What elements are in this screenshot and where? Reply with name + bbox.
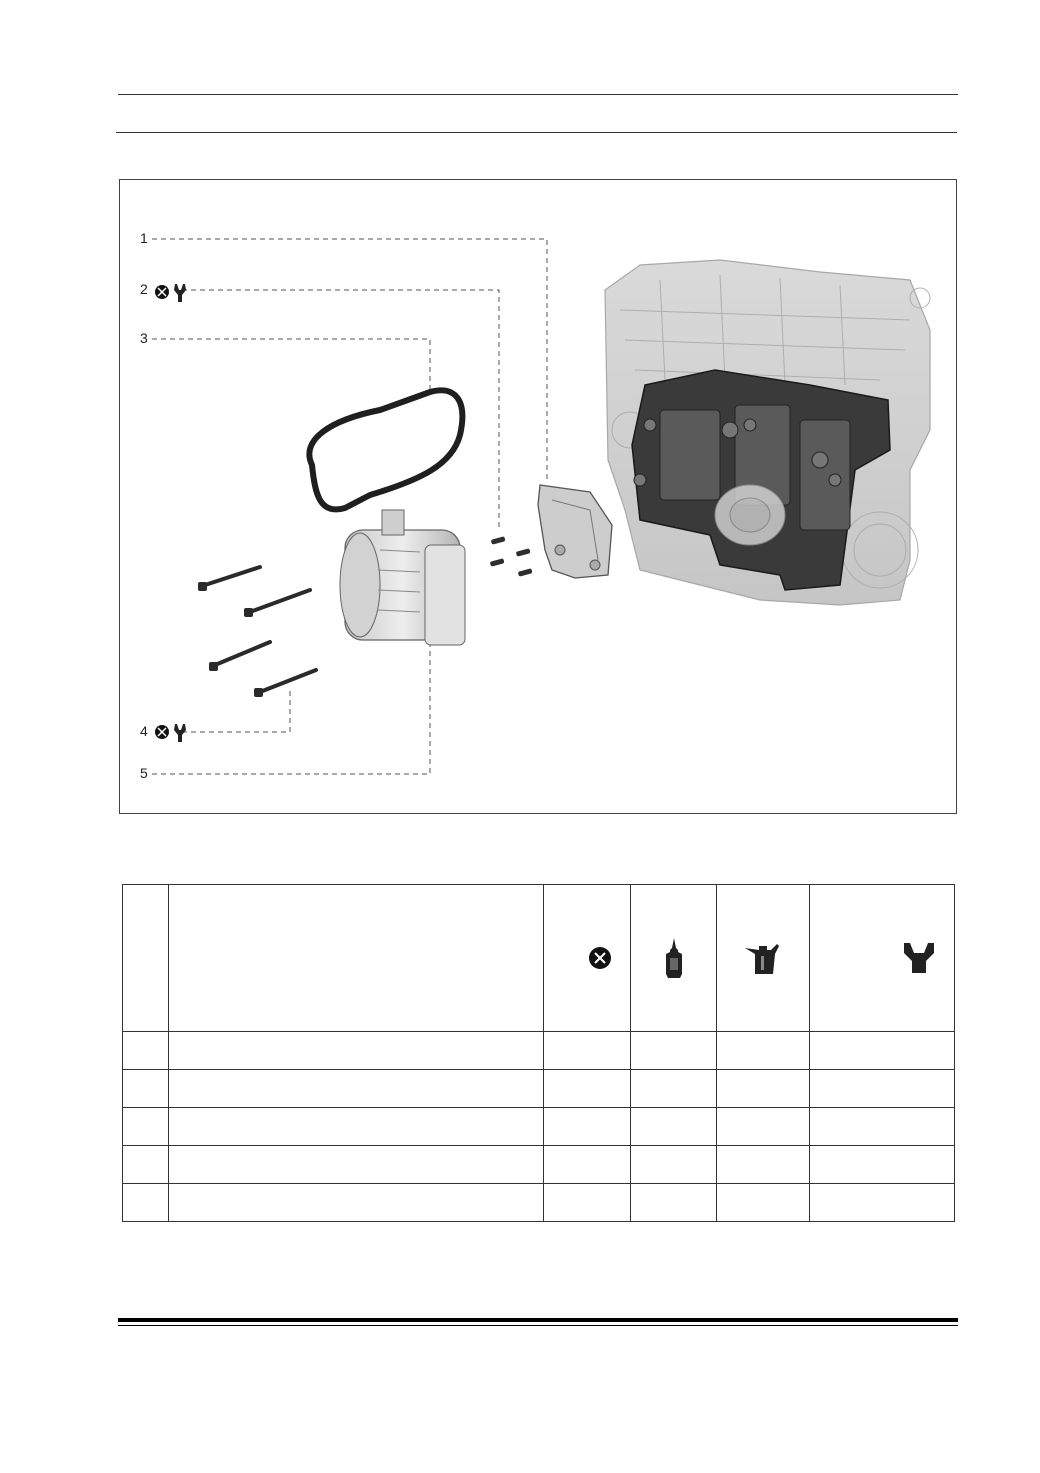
cell-replace xyxy=(543,1146,630,1184)
cell-replace xyxy=(543,1108,630,1146)
cell-no xyxy=(123,1108,169,1146)
oil-can-icon xyxy=(745,940,781,976)
cell-torque xyxy=(810,1070,955,1108)
header-rule-top xyxy=(118,94,958,95)
footer-rule-thin xyxy=(118,1325,958,1326)
header-oil xyxy=(717,885,810,1032)
table-row xyxy=(123,1032,955,1070)
cell-torque xyxy=(810,1146,955,1184)
cell-desc xyxy=(168,1108,543,1146)
cell-no xyxy=(123,1184,169,1222)
footer-rule-thick xyxy=(118,1318,958,1322)
cell-sealant xyxy=(630,1070,717,1108)
callout-4-wrench-icon xyxy=(174,724,186,742)
torque-wrench-icon xyxy=(902,941,936,975)
header-torque xyxy=(810,885,955,1032)
cell-oil xyxy=(717,1146,810,1184)
cell-desc xyxy=(168,1146,543,1184)
cell-oil xyxy=(717,1108,810,1146)
engine-assembly-image xyxy=(605,260,930,605)
cell-sealant xyxy=(630,1184,717,1222)
cell-sealant xyxy=(630,1032,717,1070)
cell-desc xyxy=(168,1032,543,1070)
header-description xyxy=(168,885,543,1032)
cell-oil xyxy=(717,1032,810,1070)
exploded-view-drawing xyxy=(120,180,956,813)
sealant-icon xyxy=(664,938,684,978)
cell-no xyxy=(123,1070,169,1108)
exploded-view-figure xyxy=(119,179,957,814)
callout-5: 5 xyxy=(140,765,148,781)
header-item-number xyxy=(123,885,169,1032)
compressor-bracket-image xyxy=(538,485,612,578)
replace-icon xyxy=(588,946,612,970)
callout-1: 1 xyxy=(140,230,148,246)
cell-replace xyxy=(543,1070,630,1108)
compressor-bolts-image xyxy=(205,567,316,692)
callout-2-wrench-icon xyxy=(174,284,186,302)
cell-torque xyxy=(810,1108,955,1146)
table-row xyxy=(123,1070,955,1108)
cell-desc xyxy=(168,1070,543,1108)
cell-torque xyxy=(810,1184,955,1222)
cell-desc xyxy=(168,1184,543,1222)
callout-3: 3 xyxy=(140,330,148,346)
bracket-bolts-image xyxy=(490,536,533,576)
drive-belt-image xyxy=(309,390,462,509)
callout-2-replace-icon xyxy=(155,285,169,299)
cell-replace xyxy=(543,1184,630,1222)
callout-4-replace-icon xyxy=(155,725,169,739)
cell-oil xyxy=(717,1184,810,1222)
header-sealant xyxy=(630,885,717,1032)
table-row xyxy=(123,1184,955,1222)
cell-sealant xyxy=(630,1108,717,1146)
cell-oil xyxy=(717,1070,810,1108)
ac-compressor-image xyxy=(340,510,465,645)
callout-2: 2 xyxy=(140,281,148,297)
table-row xyxy=(123,1108,955,1146)
table-header-row xyxy=(123,885,955,1032)
parts-table xyxy=(122,884,955,1222)
cell-replace xyxy=(543,1032,630,1070)
header-rule-bottom xyxy=(116,132,957,133)
cell-no xyxy=(123,1146,169,1184)
cell-torque xyxy=(810,1032,955,1070)
cell-no xyxy=(123,1032,169,1070)
table-row xyxy=(123,1146,955,1184)
header-replace xyxy=(543,885,630,1032)
cell-sealant xyxy=(630,1146,717,1184)
callout-4: 4 xyxy=(140,723,148,739)
